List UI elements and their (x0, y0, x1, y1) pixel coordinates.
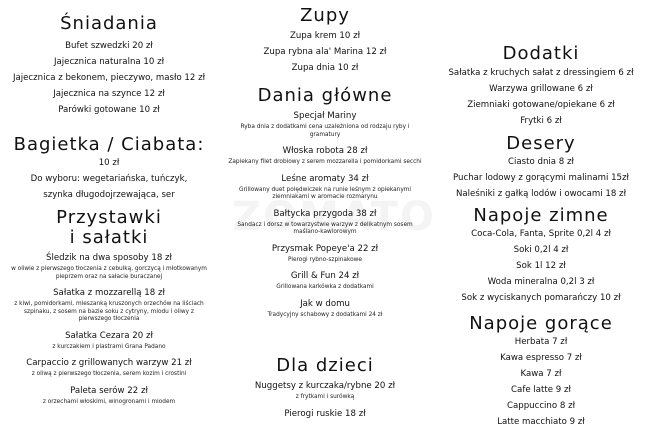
menu-item: Włoska robota 28 zł (282, 146, 368, 156)
menu-item: Sok z wyciskanych pomarańczy 10 zł (461, 293, 621, 303)
section-title: Przystawki (56, 207, 162, 228)
menu-item: Puchar lodowy z gorącymi malinami 15zł (453, 173, 629, 183)
menu-item-description: w oliwie z pierwszego tłoczenia z cebulką, gorczycą i młotkowanym pieprzem oraz na sałacie buraczanej (11, 266, 207, 280)
menu-item: Do wyboru: wegetariańska, tuńczyk, (30, 174, 188, 184)
menu-item-description: Ryba dnia z dodatkami cena uzależniona od rodzaju ryby i gramatury (240, 124, 410, 138)
menu-item: Frytki 6 zł (520, 116, 562, 126)
menu-item-description: Tradycyjny schabowy z dodatkami 24 zł (267, 311, 383, 318)
menu-item: Latte macchiato 9 zł (497, 417, 585, 427)
menu-item: Leśne aromaty 34 zł (281, 173, 369, 184)
menu-item: Grill & Fun 24 zł (290, 271, 360, 281)
menu-item: Bałtycka przygoda 38 zł (273, 208, 377, 219)
menu-item-description: z orzechami włoskimi, winogronami i miodem (42, 398, 176, 405)
menu-item-description: Grillowana karkówka z dodatkami (276, 284, 374, 290)
menu-item-description: Pierogi rybno-szpinakowe (288, 256, 362, 263)
menu-item: Sok 1l 12 zł (516, 261, 566, 271)
menu-item: Herbata 7 zł (514, 337, 568, 347)
menu-item: Jajecznica z bekonem, pieczywo, masło 12 zł (12, 73, 206, 83)
section-przystawki (0, 208, 218, 406)
menu-item: Naleśniki z gałką lodów i owocami 18 zł (455, 189, 627, 199)
menu-item: Kawa espresso 7 zł (500, 353, 582, 363)
menu-item: Nuggetsy z kurczaka/rybne 20 zł (254, 381, 396, 391)
menu-item: Coca-Cola, Fanta, Sprite 0,2l 4 zł (471, 229, 611, 239)
menu-item: Paleta serów 22 zł (70, 385, 148, 396)
menu-item: Parówki gotowane 10 zł (58, 105, 160, 115)
menu-item: Pierogi ruskie 18 zł (284, 408, 366, 419)
menu-item: Ciasto dnia 8 zł (508, 157, 574, 167)
menu-item: Cafe latte 9 zł (511, 385, 571, 395)
menu-item-description: Sandacz i dorsz w towarzystwie warzyw z delikatnym sosem maślano-kawiorowym (237, 221, 413, 235)
menu-item: Sałatka Cezara 20 zł (65, 330, 153, 341)
section-title: Desery (506, 133, 576, 154)
section-bagietka (0, 135, 218, 203)
menu-item: Warzywa grillowane 6 zł (489, 84, 593, 94)
menu-item: Specjał Mariny (293, 111, 357, 121)
menu-item-description: Grillowany duet polędwiczek na runie leśnym z opiekanymi ziemniakami w aromacie rozmarynu (238, 186, 412, 200)
menu-item: Jajecznica naturalna 10 zł (53, 57, 165, 67)
menu-item: Jajecznica na szynce 12 zł (53, 89, 165, 99)
section-dla-dzieci (218, 356, 432, 422)
menu-item-description: Zapiekany filet drobiowy z serem mozzarella i pomidorkami secchi (228, 159, 422, 165)
section-dania-glowne (218, 86, 432, 319)
menu-item: Soki 0,2l 4 zł (513, 245, 569, 255)
section-desery (432, 134, 650, 202)
menu-item-description: z kurczakiem i plastrami Grana Padano (52, 343, 166, 350)
menu-item: Cappuccino 8 zł (506, 401, 576, 411)
section-napoje-zimne (432, 206, 650, 306)
section-title: Śniadania (60, 13, 158, 34)
menu-item-price: 10 zł (98, 158, 120, 168)
menu-item: Zupa dnia 10 zł (291, 63, 359, 73)
menu-item: Przysmak Popeye'a 22 zł (271, 243, 379, 254)
section-zupy (218, 6, 432, 76)
menu-item: szynka długodojrzewająca, ser (43, 190, 175, 200)
section-title: Napoje zimne (473, 205, 609, 226)
menu-item: Sałatka z mozzarellą 18 zł (53, 288, 165, 298)
menu-item: Woda mineralna 0,2l 3 zł (487, 277, 595, 287)
section-title: Dania główne (257, 85, 393, 106)
menu-item: Carpaccio z grillowanych warzyw 21 zł (26, 358, 192, 368)
section-title: Dla dzieci (276, 355, 374, 376)
menu-item-description: z frytkami i surówką (295, 394, 355, 400)
section-title: Bagietka / Ciabata: (13, 134, 205, 155)
section-title: i sałatki (69, 227, 149, 248)
section-sniadania (0, 14, 218, 118)
menu-item: Jak w domu (300, 298, 350, 309)
menu-item: Śledzik na dwa sposoby 18 zł (46, 253, 172, 263)
section-title: Napoje gorące (469, 313, 613, 334)
menu-item-description: z oliwą z pierwszego tłoczenia, serem kozim i crostini (31, 371, 187, 377)
menu-item: Bufet szwedzki 20 zł (65, 41, 153, 51)
menu-item-description: z kiwi, pomidorkami, mieszanką kruszonych orzechów na liściach szpinaku, z sosem na bazie soku z cytryny, miodu i oliwy z pierwszego tłoczenia (14, 301, 204, 322)
menu-item: Ziemniaki gotowane/opiekane 6 zł (467, 100, 615, 110)
section-title: Dodatki (502, 43, 580, 64)
section-dodatki (432, 44, 650, 129)
menu-item: Sałatka z kruchych sałat z dressingiem 6 zł (448, 68, 634, 78)
menu-item: Kawa 7 zł (520, 369, 562, 379)
menu-item: Zupa krem 10 zł (289, 31, 361, 41)
section-napoje-gorace (432, 314, 650, 430)
section-title: Zupy (300, 5, 350, 26)
menu-item: Zupa rybna ala' Marina 12 zł (263, 47, 387, 57)
